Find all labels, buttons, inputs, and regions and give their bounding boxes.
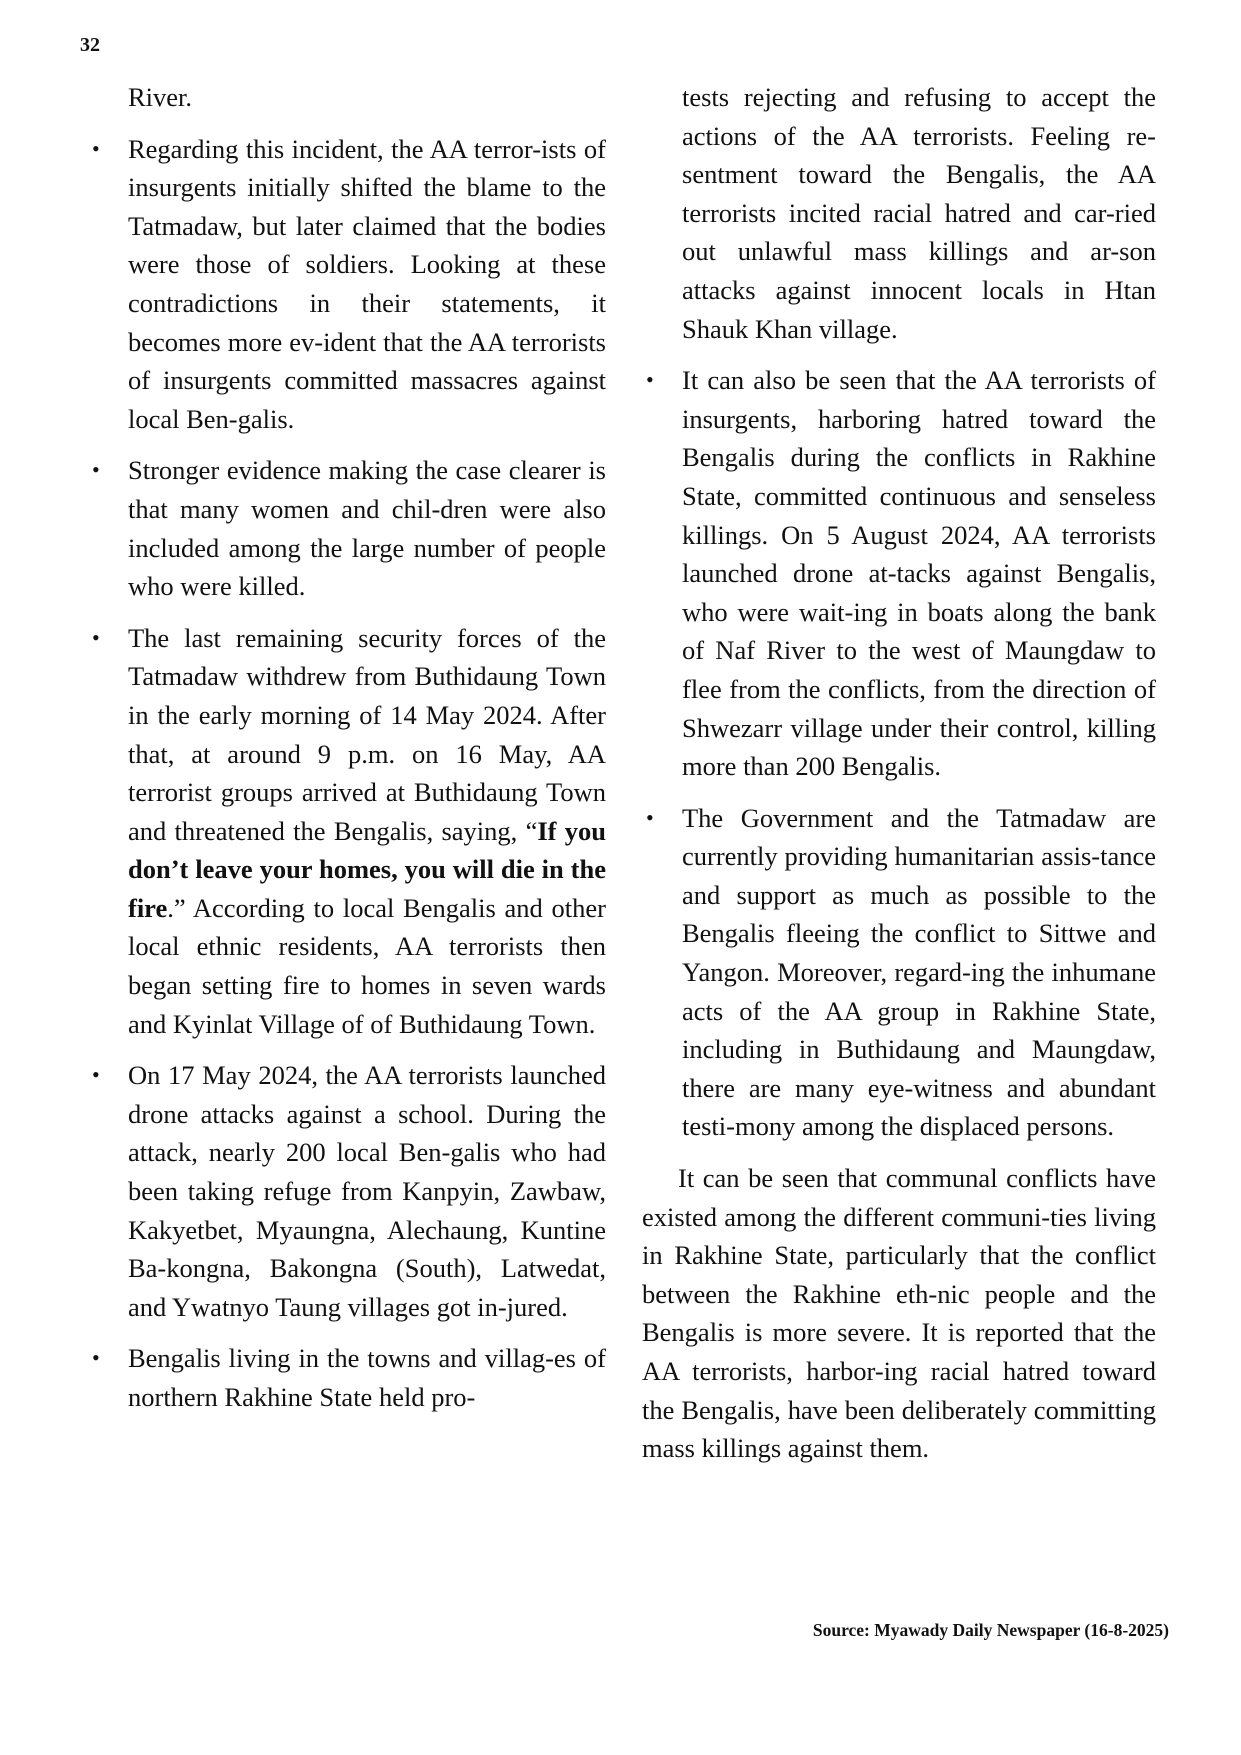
bullet-icon: • bbox=[92, 1062, 100, 1088]
left-bullet-list bbox=[88, 130, 606, 1417]
bullet-icon: • bbox=[646, 367, 654, 393]
bullet-text-before-quote: The last remaining security forces of the Tatmadaw withdrew from Buthidaung Town in the early morning of 14 May 2024. After that, at around 9 p.m. on 16 May, AA terrorist groups arrived at Buthidaung Town and threatened the Bengalis, saying, “ bbox=[128, 622, 606, 846]
bullet-text: Bengalis living in the towns and villag-es of northern Rakhine State held pro- bbox=[128, 1343, 606, 1412]
bullet-text: It can also be seen that the AA terrorists of insurgents, harboring hatred toward the Bengalis during the conflicts in Rakhine State, committed continuous and senseless killings. On 5 August 2024, AA terrorists launched drone at-tacks against Bengalis, who were wait-ing in boats along the bank of Naf River to the west of Maungdaw to flee from the conflicts, from the direction of Shwezarr village under their control, killing more than 200 Bengalis. bbox=[682, 365, 1156, 782]
bullet-icon: • bbox=[92, 135, 100, 161]
bullet-item bbox=[88, 1056, 606, 1326]
bullet-text bbox=[128, 623, 606, 1039]
bullet-icon: • bbox=[646, 804, 654, 830]
bullet-item bbox=[88, 1339, 606, 1416]
bold-quote: If you don’t leave your homes, you will die in the fire bbox=[128, 815, 606, 923]
bullet-text-after-quote: .” According to local Bengalis and other local ethnic residents, AA terrorists then began setting fire to homes in seven wards and Kyinlat Village of of Buthidaung Town. bbox=[128, 892, 606, 1039]
left-continuation-text: River. bbox=[128, 82, 193, 112]
bullet-text: Stronger evidence making the case clearer is that many women and chil-dren were also included among the large number of people who were killed. bbox=[128, 455, 606, 602]
bullet-item bbox=[642, 361, 1156, 786]
bullet-text: Regarding this incident, the AA terror-ists of insurgents initially shifted the blame to the Tatmadaw, but later claimed that the bodies were those of soldiers. Looking at these contradictions in their statements, it becomes more ev-ident that the AA terrorists of insurgents committed massacres against local Ben-galis. bbox=[128, 133, 606, 434]
bullet-text: On 17 May 2024, the AA terrorists launched drone attacks against a school. During the attack, nearly 200 local Ben-galis who had been taking refuge from Kanpyin, Zawbaw, Kakyetbet, Myaungna, Alechaung, Kuntine Ba-kongna, Bakongna (South), Latwedat, and Ywatnyo Taung villages got in-jured. bbox=[128, 1060, 606, 1322]
closing-paragraph: It can be seen that communal conflicts have existed among the different communi-ties living in Rakhine State, particularly that the conflict between the Rakhine eth-nic people and the Bengalis is more severe. It is reported that the AA terrorists, harbor-ing racial hatred toward the Bengalis, have been deliberately committing mass killings against them. bbox=[642, 1163, 1156, 1464]
bullet-text: The Government and the Tatmadaw are currently providing humanitarian assis-tance and support as much as possible to the Bengalis fleeing the conflict to Sittwe and Yangon. Moreover, regard-ing the inhumane acts of the AA group in Rakhine State, including in Buthidaung and Maungdaw, there are many eye-witness and abundant testi-mony among the displaced persons. bbox=[682, 802, 1156, 1142]
bullet-item bbox=[88, 619, 606, 1044]
bullet-item bbox=[642, 799, 1156, 1146]
bullet-icon: • bbox=[92, 1345, 100, 1371]
bullet-item bbox=[88, 130, 606, 439]
bullet-icon: • bbox=[92, 624, 100, 650]
page-number: 32 bbox=[80, 34, 100, 56]
right-column bbox=[642, 78, 1156, 1468]
bullet-icon: • bbox=[92, 457, 100, 483]
right-bullet-list bbox=[642, 361, 1156, 1146]
source-citation: Source: Myawady Daily Newspaper (16-8-2025) bbox=[812, 1620, 1169, 1640]
right-continuation-text: tests rejecting and refusing to accept the actions of the AA terrorists. Feeling re-sentment toward the Bengalis, the AA terrorists incited racial hatred and car-ried out unlawful mass killings and ar-son attacks against innocent locals in Htan Shauk Khan village. bbox=[682, 82, 1156, 344]
bullet-item bbox=[88, 451, 606, 605]
left-column bbox=[88, 78, 606, 1430]
